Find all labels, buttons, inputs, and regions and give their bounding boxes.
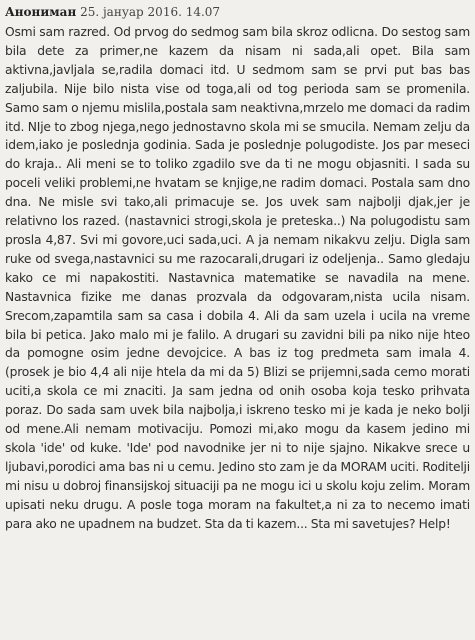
comment-body: Osmi sam razred. Od prvog do sedmog sam bila skroz odlicna. Do sestog sam bila dete za primer,ne kazem da nisam ni sada,ali opet. Bila sam aktivna,javljala se,radila domaci itd. U sedmom sam se prvi put bas bas zaljubila. Nije bilo nista vise od toga,ali od tog perioda sam se promenila. Samo sam o njemu mislila,postala sam neaktivna,mrzelo me domaci da radim itd. NIje to zbog njega,nego jednostavno skola mi se smucila. Nemam zelju da idem,iako je poslednja godinia. Sada je poslednje polugodiste. Jos par meseci do kraja.. Ali meni se to toliko zgadilo sve da ti ne mogu objasniti. I sada su poceli veliki problemi,ne hvatam se knjige,ne radim domaci. Postala sam dno dna. Ne misle svi tako,ali primacuje se. Jos uvek sam najbolji djak,jer je relativno los razed. (nastavnici strogi,skola je preteska..) Na polugodistu sam prosla 4,87. Svi mi govore,uci sada,uci. A ja nemam nikakvu zelju. Digla sam ruke od svega,nastavnici su me razocarali,drugari iz odeljenja.. Samo gledaju kako ce mi napakostiti. Nastavnica matematike se navadila na mene. Nastavnica fizike me danas prozvala da odgovaram,nista ucila nisam. Srecom,zapamtila sam sa casa i dobila 4. Ali da sam uzela i ucila na vreme bila bi petica. Jako malo mi je falilo. A drugari su zavidni bili pa niko nije hteo da pomogne osim jedne devojcice. A bas iz tog predmeta sam imala 4. (prosek je bio 4,4 ali nije htela da mi da 5) Blizi se prijemni,sada cemo morati uciti,a skola ce mi znaciti. Ja sam jedna od onih osoba koja tesko prihvata poraz. Do sada sam uvek bila najbolja,i iskreno tesko mi je kada je neko bolji od mene.Ali nemam motivaciju. Pomozi mi,ako mogu da kasem jedino mi skola 'ide' od kuke. 'Ide' pod navodnike jer ni to nije sjajno. Nikakve srece u ljubavi,porodici ama bas ni u cemu. Jedino sto zam je da MORAM uciti. Roditelji mi nisu u dobroj finansijskoj situaciji pa ne mogu ici u skolu koju zelim. Moram upisati neku drugu. A posle toga moram na fakultet,a ni za to necemo imati para ako ne upadnem na budzet. Sta da ti kazem... Sta mi savetujes? Help! xyxy=(5,25,470,531)
comment-author[interactable]: Анониман xyxy=(5,5,77,19)
comment-date[interactable]: 25. јануар 2016. 14.07 xyxy=(80,5,221,19)
comment-header xyxy=(5,4,470,20)
